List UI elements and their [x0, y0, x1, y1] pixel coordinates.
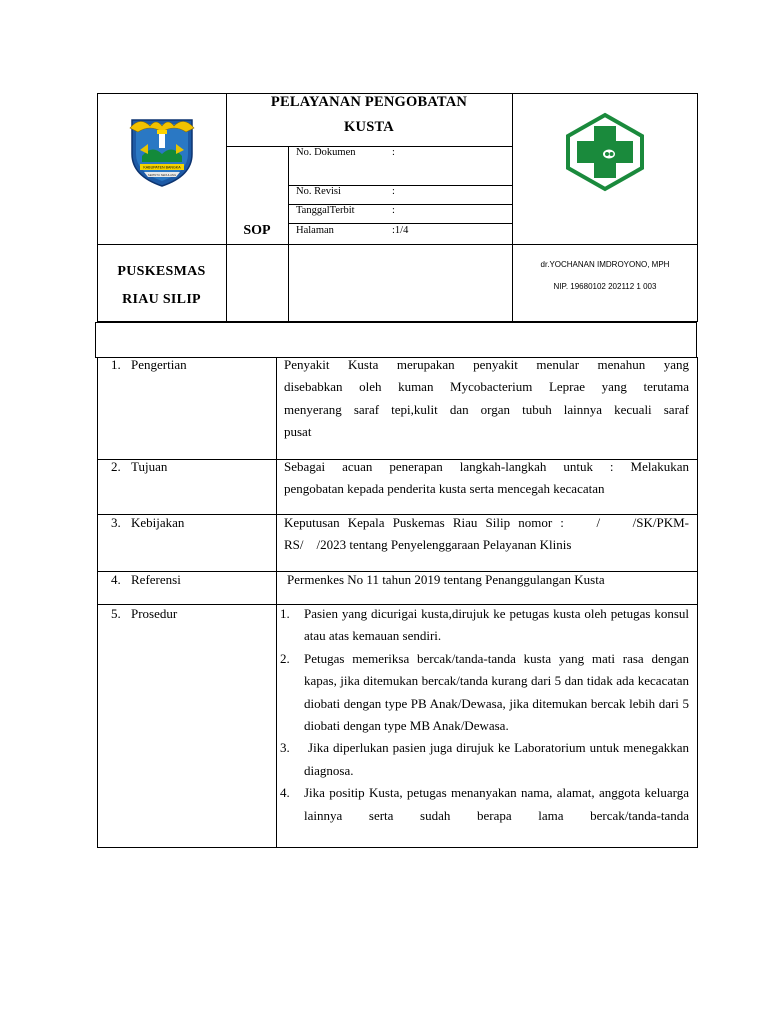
- step-number: 4.: [280, 785, 290, 801]
- signer-name: dr.YOCHANAN IMDROYONO, MPH: [540, 260, 670, 269]
- row-label: Kebijakan: [131, 515, 185, 530]
- meta-no-dokumen: [296, 147, 506, 158]
- content-line: menyerang saraf tepi,kulit dan organ tubuh lainnya kecuali saraf: [284, 401, 689, 417]
- document-title-line1: PELAYANAN PENGOBATAN: [270, 94, 468, 110]
- organization-name: [97, 258, 226, 314]
- content-line: Sebagai acuan penerapan langkah-langkah untuk : Melakukan: [284, 459, 689, 474]
- meta-value: :: [392, 186, 395, 197]
- content-kebijakan: [284, 512, 689, 557]
- row-label: Pengertian: [131, 357, 187, 372]
- row-number: 4.: [111, 572, 121, 587]
- step-text: Jika positip Kusta, petugas menanyakan nama, alamat, anggota keluarga lainnya serta sudah berapa lama bercak/tanda-tanda: [304, 785, 689, 823]
- content-line: RS/ /2023 tentang Penyelenggaraan Pelayanan Klinis: [284, 537, 572, 553]
- label-pengertian: [111, 357, 187, 373]
- content-line: Keputusan Kepala Puskemas Riau Silip nomor : / /SK/PKM-: [284, 515, 689, 530]
- procedure-step: [277, 737, 693, 782]
- procedure-step: [277, 603, 689, 648]
- blank-band: [95, 322, 697, 358]
- row-number: 1.: [111, 357, 121, 372]
- step-number: 2.: [280, 650, 290, 666]
- procedure-step: [277, 782, 689, 827]
- procedure-step: [277, 648, 689, 738]
- label-kebijakan: [111, 515, 184, 531]
- row-number: 3.: [111, 515, 121, 530]
- step-text: Petugas memeriksa bercak/tanda-tanda kusta yang mati rasa dengan kapas, jika ditemukan bercak/tanda kurang dari 5 dan tidak ada kecacatan diobati dengan type PB Anak/Dewasa, jika ditemukan bercak lebih dari 5 diobati dengan type MB Anak/Dewasa.: [304, 650, 689, 734]
- puskesmas-cross-logo: [564, 112, 646, 192]
- meta-value: :: [392, 147, 395, 158]
- row-label: Prosedur: [131, 606, 178, 621]
- crest-banner-text: KABUPATEN BANGKA: [143, 165, 181, 170]
- meta-tanggal-terbit: [296, 205, 506, 216]
- row-label: Tujuan: [131, 459, 168, 474]
- content-pengertian: [284, 354, 689, 444]
- sop-label: SOP: [243, 223, 271, 238]
- content-prosedur: [277, 603, 693, 847]
- step-number: 3.: [280, 740, 290, 756]
- document-title-line2: KUSTA: [344, 119, 394, 135]
- regency-crest-logo: [126, 110, 198, 188]
- meta-value: :1/4: [392, 225, 409, 236]
- label-tujuan: [111, 459, 167, 475]
- label-referensi: [111, 572, 181, 588]
- content-referensi: Permenkes No 11 tahun 2019 tentang Penanggulangan Kusta: [287, 572, 605, 587]
- organization-name-line1: PUSKESMAS: [117, 264, 206, 279]
- organization-name-line2: RIAU SILIP: [122, 292, 201, 307]
- meta-value: :: [392, 205, 395, 216]
- step-text: Jika diperlukan pasien juga dirujuk ke Laboratorium untuk menegakkan diagnosa.: [304, 740, 693, 778]
- meta-halaman: [296, 225, 506, 236]
- meta-label: No. Revisi: [296, 186, 341, 197]
- content-line: pengobatan kepada penderita kusta serta mencegah kecacatan: [284, 481, 605, 497]
- content-line: disebabkan oleh kuman Mycobacterium Leprae yang terutama: [284, 379, 689, 395]
- label-prosedur: [111, 606, 177, 622]
- signer-nip: NIP. 19680102 202112 1 003: [553, 282, 657, 291]
- meta-no-revisi: [296, 186, 506, 197]
- row-label: Referensi: [131, 572, 181, 587]
- content-line: pusat: [284, 424, 312, 440]
- step-text: Pasien yang dicurigai kusta,dirujuk ke petugas kusta oleh petugas konsul atau atas kemauan sendiri.: [304, 606, 689, 644]
- row-number: 5.: [111, 606, 121, 621]
- content-line: Penyakit Kusta merupakan penyakit menular menahun yang: [284, 357, 689, 372]
- content-tujuan: [284, 456, 689, 501]
- row-number: 2.: [111, 459, 121, 474]
- step-number: 1.: [280, 606, 290, 621]
- meta-label: TanggalTerbit: [296, 205, 355, 216]
- meta-label: No. Dokumen: [296, 147, 356, 158]
- meta-label: Halaman: [296, 225, 334, 236]
- crest-motto-text: SEPINTU SEDULANG: [147, 173, 177, 177]
